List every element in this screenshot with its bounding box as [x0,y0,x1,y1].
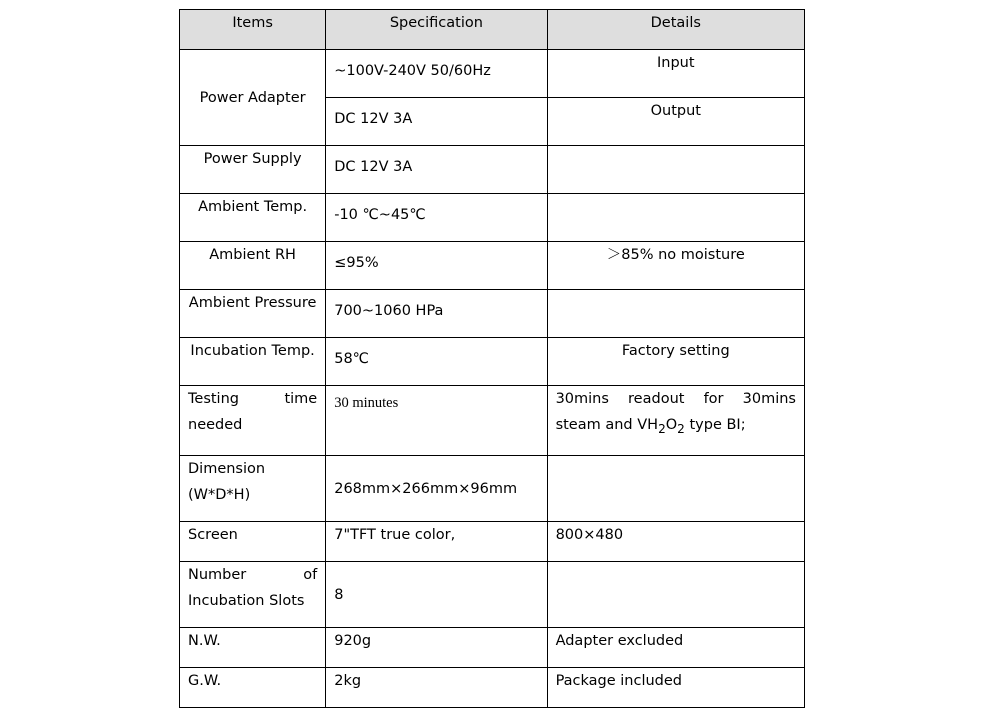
item-cell: Power Supply [180,146,326,194]
table-row [180,668,805,708]
detail-text: type BI; [684,417,746,433]
table-row [180,242,805,290]
spec-cell: 8 [326,562,547,628]
spec-cell: ~100V-240V 50/60Hz [326,50,547,98]
detail-cell [547,290,804,338]
table-row [180,562,805,628]
detail-cell: Factory setting [547,338,804,386]
spec-cell: 30 minutes [326,386,547,456]
item-line: Number of [188,567,318,583]
spec-cell: 268mm×266mm×96mm [326,456,547,522]
detail-text: O [665,417,678,433]
item-cell [180,562,326,628]
detail-line: 30mins readout for 30mins [555,391,796,407]
item-cell [180,456,326,522]
table-row [180,146,805,194]
header-specification: Specification [326,10,547,50]
detail-cell: Adapter excluded [547,628,804,668]
item-cell: Ambient Temp. [180,194,326,242]
table-row [180,194,805,242]
spec-cell: -10 ℃~45℃ [326,194,547,242]
spec-cell: DC 12V 3A [326,98,547,146]
item-cell [180,386,326,456]
detail-cell [547,194,804,242]
item-line: (W*D*H) [188,487,251,503]
spec-cell: 920g [326,628,547,668]
table-row [180,290,805,338]
table-row [180,456,805,522]
table-row [180,386,805,456]
detail-cell [547,456,804,522]
item-cell: Ambient Pressure [180,290,326,338]
spec-cell: 58℃ [326,338,547,386]
spec-cell: DC 12V 3A [326,146,547,194]
item-line: Testing time [188,391,318,407]
item-cell: Screen [180,522,326,562]
item-line: Dimension [188,461,266,477]
table-header-row [180,10,805,50]
detail-cell: 800×480 [547,522,804,562]
item-line: needed [188,417,243,433]
detail-cell [547,562,804,628]
table-row [180,338,805,386]
detail-cell: Input [547,50,804,98]
item-cell: G.W. [180,668,326,708]
detail-cell: Package included [547,668,804,708]
specification-table [179,9,805,708]
detail-cell [547,386,804,456]
table-row [180,522,805,562]
item-cell: Ambient RH [180,242,326,290]
detail-cell: Output [547,98,804,146]
header-details: Details [547,10,804,50]
subscript: 2 [677,421,685,436]
item-line: Incubation Slots [188,593,305,609]
spec-cell: 700~1060 HPa [326,290,547,338]
subscript: 2 [658,421,666,436]
detail-cell: ＞85% no moisture [547,242,804,290]
item-cell: Power Adapter [180,50,326,146]
detail-cell [547,146,804,194]
item-cell: N.W. [180,628,326,668]
detail-text: steam and VH [555,417,659,433]
header-items: Items [180,10,326,50]
item-cell: Incubation Temp. [180,338,326,386]
detail-line [556,412,796,442]
spec-cell: 7"TFT true color, [326,522,547,562]
spec-cell: 2kg [326,668,547,708]
spec-cell: ≤95% [326,242,547,290]
table-row [180,50,805,98]
